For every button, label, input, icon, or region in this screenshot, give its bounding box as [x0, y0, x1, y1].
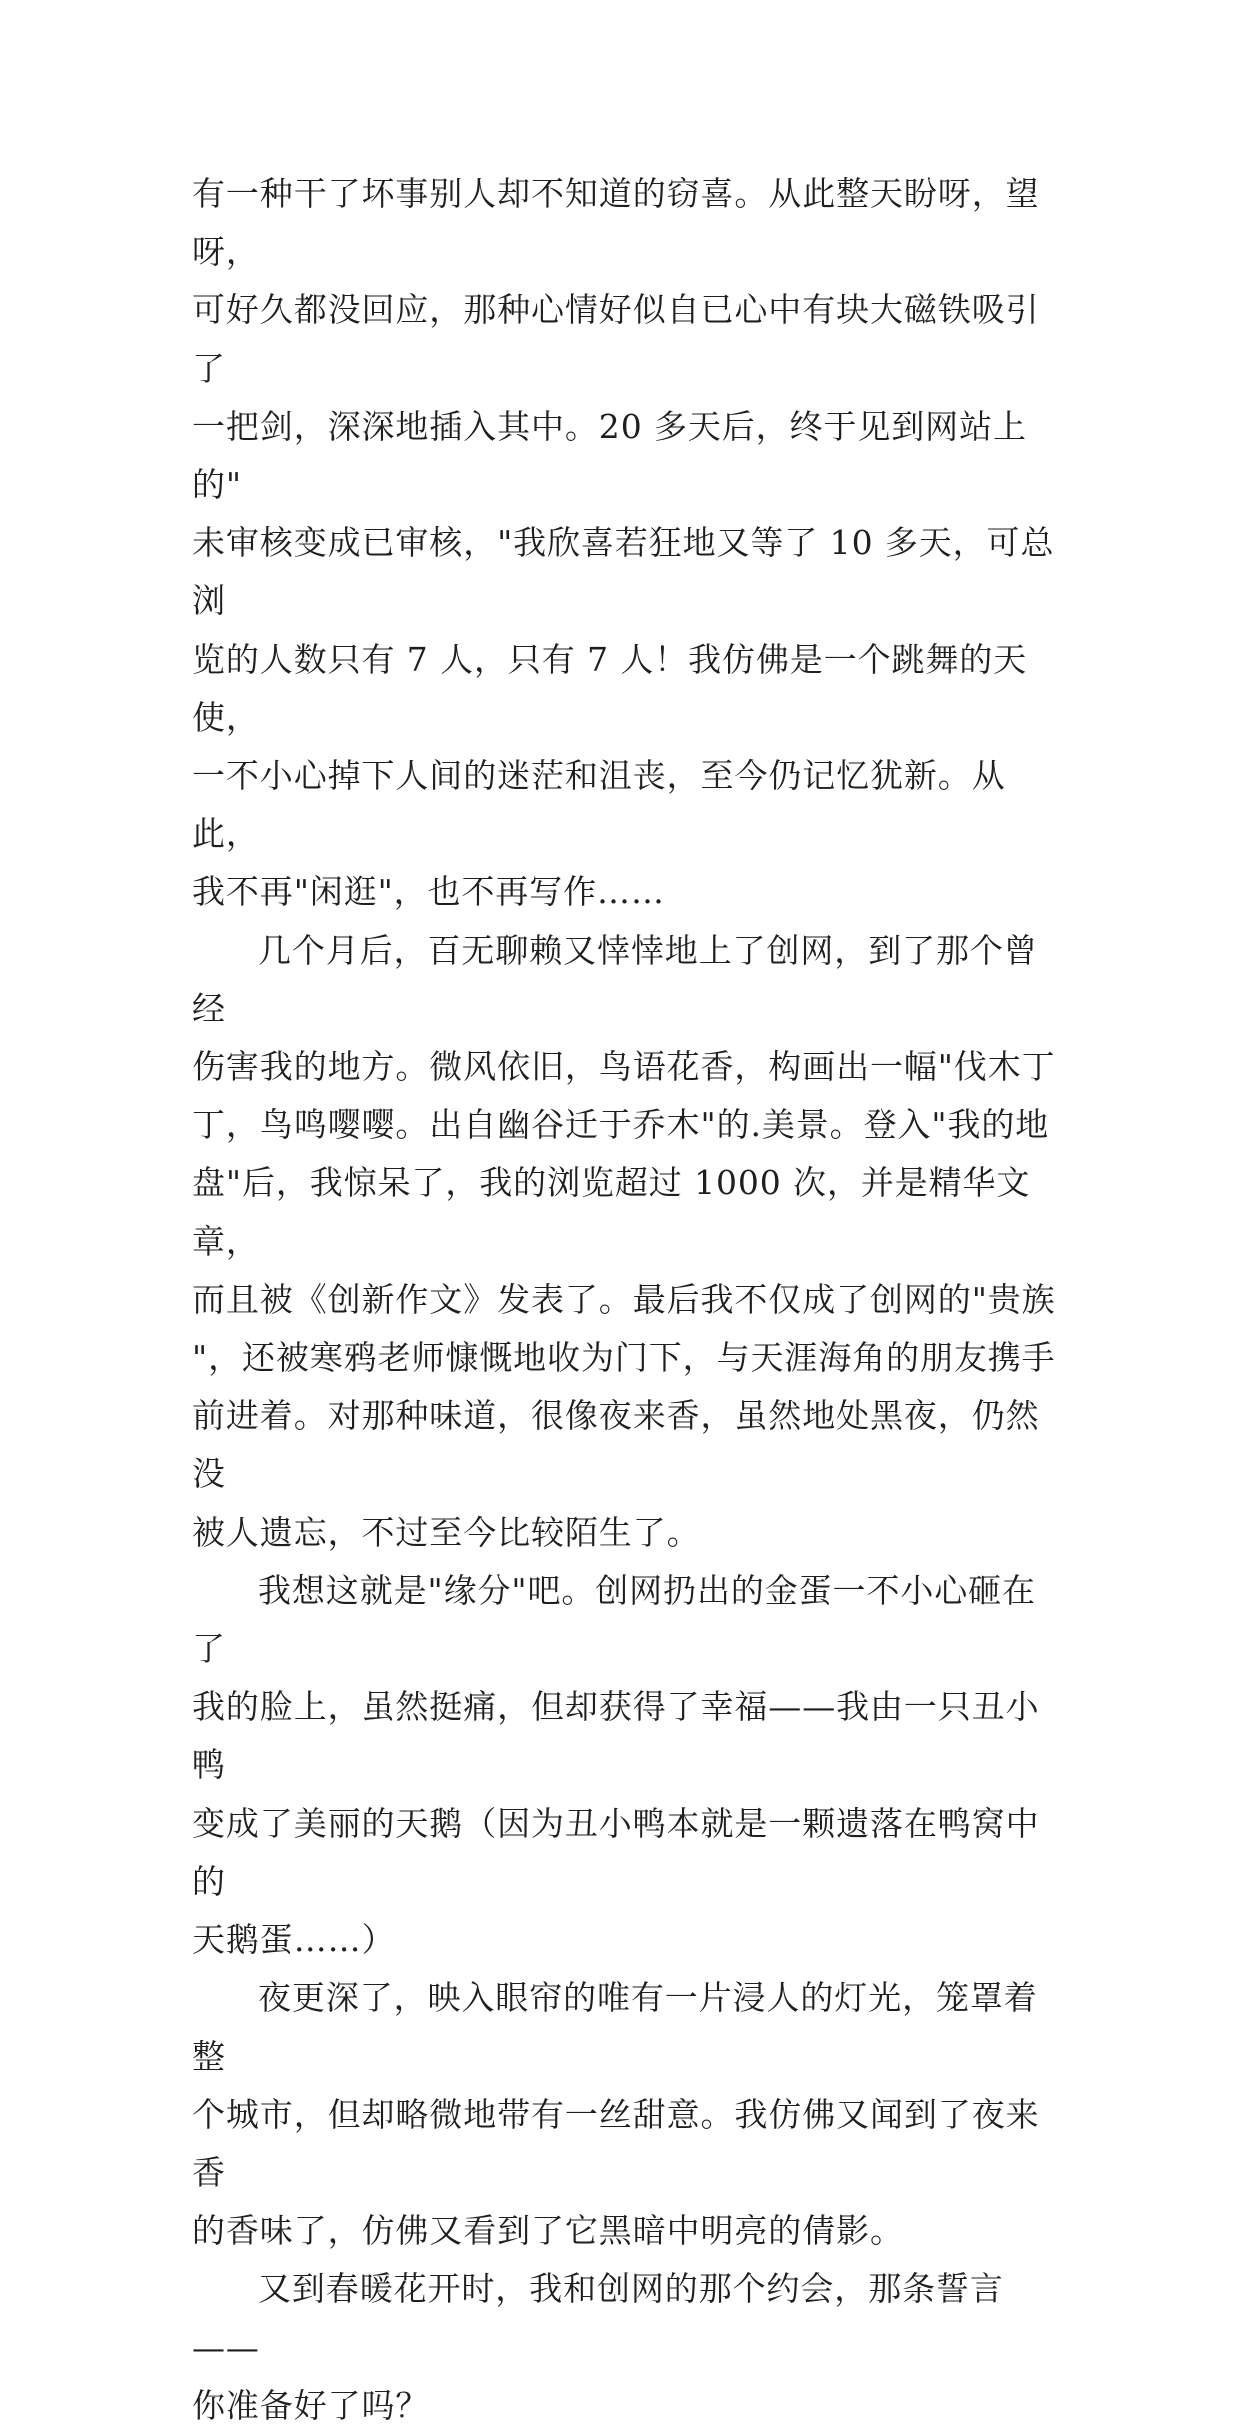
text-line: 天鹅蛋……）	[192, 1920, 396, 1960]
text-line: 我想这就是"缘分"吧。创网扔出的金蛋一不小心砸在了	[192, 1570, 1036, 1669]
text-line: 盘"后，我惊呆了，我的浏览超过 1000 次，并是精华文章，	[192, 1163, 1031, 1261]
text-line: 丁，鸟鸣嘤嘤。出自幽谷迁于乔木"的.美景。登入"我的地	[192, 1105, 1050, 1145]
paragraph-3	[192, 1562, 1067, 1969]
text-line: 几个月后，百无聊赖又悻悻地上了创网，到了那个曾经	[192, 930, 1038, 1028]
text-line: 而且被《创新作文》发表了。最后我不仅成了创网的"贵族	[192, 1279, 1056, 1319]
paragraph-5	[192, 2260, 1067, 2435]
text-line: 变成了美丽的天鹅（因为丑小鸭本就是一颗遗落在鸭窝中的	[192, 1803, 1040, 1901]
paragraph-1	[192, 165, 1067, 922]
text-line: 前进着。对那种味道，很像夜来香，虽然地处黑夜，仍然没	[192, 1396, 1040, 1494]
text-line: 一把剑，深深地插入其中。20 多天后，终于见到网站上的"	[192, 406, 1027, 505]
body-text	[192, 165, 1067, 2435]
text-line: 可好久都没回应，那种心情好似自已心中有块大磁铁吸引了	[192, 290, 1040, 388]
text-line: 的香味了，仿佛又看到了它黑暗中明亮的倩影。	[192, 2211, 904, 2251]
text-line: 一不小心掉下人间的迷茫和沮丧，至今仍记忆犹新。从此，	[192, 756, 1006, 854]
text-line: 个城市，但却略微地带有一丝甜意。我仿佛又闻到了夜来香	[192, 2094, 1040, 2192]
text-line: 夜更深了，映入眼帘的唯有一片浸人的灯光，笼罩着整	[192, 1978, 1038, 2076]
text-line: 我不再"闲逛"，也不再写作……	[192, 872, 665, 912]
text-line: 未审核变成已审核，"我欣喜若狂地又等了 10 多天，可总浏	[192, 523, 1055, 621]
text-line: 被人遗忘，不过至今比较陌生了。	[192, 1512, 701, 1552]
text-line: 又到春暖花开时，我和创网的那个约会，那条誓言——	[192, 2269, 1004, 2367]
text-line: "，还被寒鸦老师慷慨地收为门下，与天涯海角的朋友携手	[192, 1338, 1056, 1378]
paragraph-4	[192, 1969, 1067, 2260]
text-line: 我的脸上，虽然挺痛，但却获得了幸福——我由一只丑小鸭	[192, 1687, 1040, 1785]
paragraph-2	[192, 922, 1067, 1562]
text-line: 你准备好了吗？	[192, 2385, 430, 2425]
text-line: 览的人数只有 7 人，只有 7 人！我仿佛是一个跳舞的天使，	[192, 639, 1028, 737]
text-line: 有一种干了坏事别人却不知道的窃喜。从此整天盼呀，望呀，	[192, 174, 1040, 272]
text-line: 伤害我的地方。微风依旧，鸟语花香，构画出一幅"伐木丁	[192, 1047, 1056, 1087]
